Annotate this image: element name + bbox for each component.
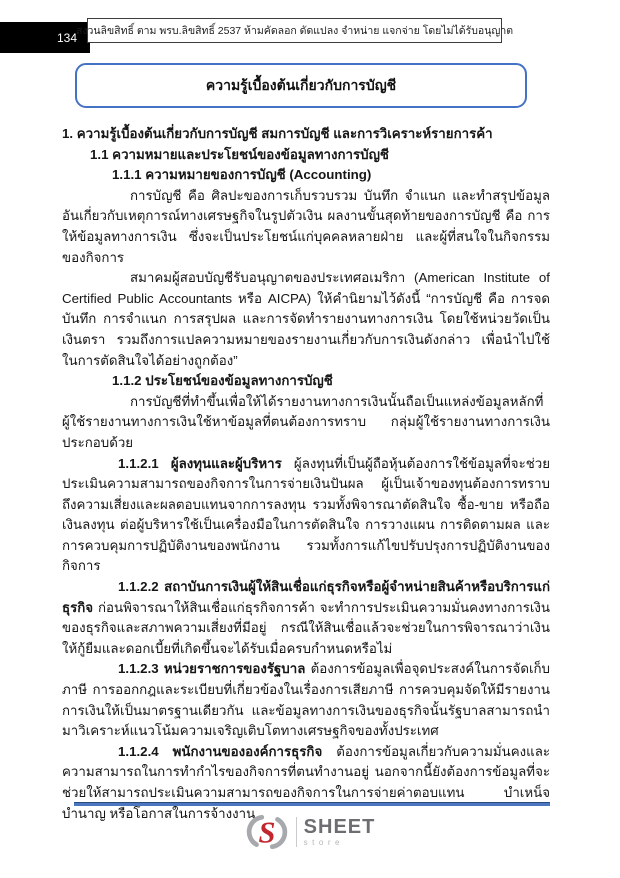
list-item-text: ก่อนพิจารณาให้สินเชื่อแก่ธุรกิจการค้า จะทำการประเมินความมั่นคงทางการเงินของธุรกิจและสภาพความเสี่ยงที่มีอยู่ กรณีให้สินเชื่อแล้วจะช่วยในการพิจารณาว่าเงินให้กู้ยืมและดอกเบี้ยที่เกิดขึ้นจะได้รับเมื่อครบกำหนดหรือไม่ (62, 599, 550, 656)
list-item-lead: 1.1.2.1 ผู้ลงทุนและผู้บริหาร (118, 455, 282, 471)
footer-logo (0, 811, 620, 853)
list-item-text: ผู้ลงทุนที่เป็นผู้ถือหุ้นต้องการใช้ข้อมูลที่จะช่วยประเมินความสามารถของกิจการในการจ่ายเงินปันผล ผู้เป็นเจ้าของทุนต้องการทราบถึงความเสี่ยงและผลตอบแทนจากการลงทุน รวมทั้งพิจารณาตัดสินใจ ซื้อ-ขาย หรือถือเงินลงทุน ต่อผู้บริหารใช้เป็นเครื่องมือในการตัดสินใจ การวางแผน การติดตามผล และการควบคุมการปฏิบัติงานของพนักงาน รวมทั้งการแก้ไขปรับปรุงการปฏิบัติงานของกิจการ (62, 455, 550, 574)
sheet-store-logo-icon (245, 811, 289, 853)
copyright-notice-box (75, 18, 514, 43)
section-heading: 1. ความรู้เบื้องต้นเกี่ยวกับการบัญชี สมการบัญชี และการวิเคราะห์รายการค้า (62, 126, 493, 141)
paragraph-accounting-definition: การบัญชี คือ ศิลปะของการเก็บรวบรวม บันทึก จำแนก และทำสรุปข้อมูลอันเกี่ยวกับเหตุการณ์ทางเศรษฐกิจในรูปตัวเงิน ผลงานขั้นสุดท้ายของการบัญชี คือ การให้ข้อมูลทางการเงิน ซึ่งจะเป็นประโยชน์แก่บุคคลหลายฝ่าย และผู้ที่สนใจในกิจกรรมของกิจการ (62, 187, 550, 265)
list-item-government-agencies (62, 659, 550, 741)
chapter-title: ความรู้เบื้องต้นเกี่ยวกับการบัญชี (205, 76, 397, 93)
subsection-heading-1-1: 1.1 ความหมายและประโยชน์ของข้อมูลทางการบัญชี (90, 146, 389, 162)
page-number: 134 (56, 30, 77, 45)
logo-divider (296, 817, 297, 847)
list-item-financial-institutions (62, 577, 550, 659)
chapter-title-box (75, 63, 527, 108)
list-item-investors-managers (62, 454, 550, 578)
list-item-text: ต้องการข้อมูลเกี่ยวกับความมั่นคงและความสามารถในการทำกำไรของกิจการที่ตนทำงานอยู่ นอกจากนี้ยังต้องการข้อมูลที่จะช่วยให้สามารถประเมินความสามารถของกิจการในการจ่ายค่าตอบแทน บำเหน็จบำนาญ หรือโอกาสในการจ้างงาน (62, 743, 551, 821)
copyright-text: สงวนลิขสิทธิ์ ตาม พรบ.ลิขสิทธิ์ 2537 ห้ามคัดลอก ดัดแปลง จำหน่าย แจกจ่าย โดยไม่ได้รับอนุญาต (75, 25, 514, 37)
logo-letter-s: S (258, 815, 276, 850)
document-body (62, 124, 550, 824)
brand-subtitle: store (303, 838, 344, 847)
paragraph-aicpa-definition: สมาคมผู้สอบบัญชีรับอนุญาตของประเทศอเมริกา (American Institute of Certified Public Accountants หรือ AICPA) ให้คำนิยามไว้ดังนี้ “การบัญชี คือ การจดบันทึก การจำแนก การสรุปผล และการจัดทำรายงานทางการเงิน โดยใช้หน่วยวัดเป็นเงินตรา รวมถึงการแปลความหมายของรายงานเกี่ยวกับการเงินดังกล่าว เพื่อนำไปใช้ในการตัดสินใจได้อย่างถูกต้อง” (62, 270, 550, 368)
list-item-text: ต้องการข้อมูลเพื่อจุดประสงค์ในการจัดเก็บภาษี การออกกฎและระเบียบที่เกี่ยวข้องในเรื่องการเสียภาษี การควบคุมจัดให้มีรายงานการเงินให้เป็นมาตรฐานเดียวกัน และข้อมูลทางการเงินของธุรกิจนั้นรัฐบาลสามารถนำมาวิเคราะห์แนวโน้มความเจริญเติบโตทางเศรษฐกิจของทั้งประเทศ (62, 661, 550, 739)
logo-text-block (304, 817, 376, 847)
list-item-lead: 1.1.2.3 หน่วยราชการของรัฐบาล (118, 661, 306, 677)
brand-name: SHEET (303, 816, 376, 838)
paragraph-benefits-intro: การบัญชีที่ทำขึ้นเพื่อให้ได้รายงานทางการเงินนั้นถือเป็นแหล่งข้อมูลหลักที่ผู้ใช้รายงานทางการเงินใช้หาข้อมูลที่ตนต้องการทราบ กลุ่มผู้ใช้รายงานทางการเงินประกอบด้วย (62, 393, 550, 450)
footer-divider-line (74, 802, 550, 806)
subsection-heading-1-1-1: 1.1.1 ความหมายของการบัญชี (Accounting) (112, 167, 372, 183)
list-item-lead: 1.1.2.2 สถาบันการเงินผู้ให้สินเชื่อแก่ธุรกิจหรือผู้จำหน่ายสินค้าหรือบริการแก่ธุรกิจ (62, 579, 550, 615)
subsection-heading-1-1-2: 1.1.2 ประโยชน์ของข้อมูลทางการบัญชี (112, 373, 333, 389)
list-item-lead: 1.1.2.4 พนักงานขององค์การธุรกิจ (118, 743, 323, 759)
